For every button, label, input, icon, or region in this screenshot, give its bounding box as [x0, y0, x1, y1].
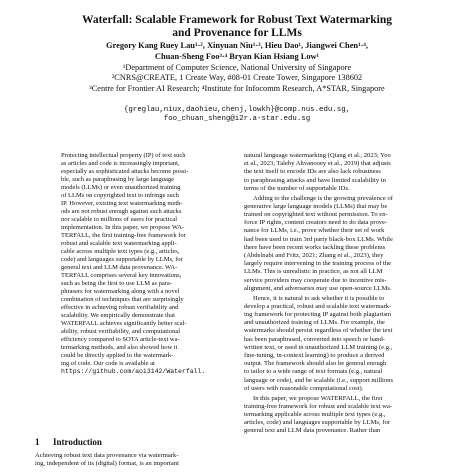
text-line: to tailor to a wide range of text formats (e.g., natural — [244, 368, 383, 376]
affiliation-line-1: ¹Department of Computer Science, National University of Singapore — [122, 63, 352, 72]
text-line: especially as sophisticated attacks become possi- — [61, 168, 189, 175]
code-link-prefix: https:// — [61, 368, 93, 375]
text-line: natural language watermarking (Qiang et al., 2023; Yoo — [244, 152, 391, 159]
text-line: TERFALL comprises several key innovations, — [61, 272, 182, 279]
text-line: code) and languages supportable by LLMs, for — [61, 256, 183, 263]
text-line: such as being the first to use LLM as para- — [61, 280, 173, 287]
text-line: general text and LLM data provenance. WA- — [61, 264, 178, 271]
text-line: written text, or used in unauthorized LLM training (e.g., — [244, 343, 393, 351]
abstract — [61, 152, 215, 376]
text-line: of users with reasonable computational cost). — [244, 384, 364, 392]
paper-title — [0, 14, 474, 40]
section-title: Introduction — [53, 437, 102, 447]
text-line: phrasers for watermarking along with a novel — [61, 288, 180, 295]
text-line: scalability. We empirically demonstrate that — [61, 312, 175, 319]
text-line: had been used to train 3rd party black-box LLMs. While — [244, 235, 393, 243]
paragraph — [244, 195, 452, 293]
text-line: articles, code) and languages supportable by LLMs, for — [244, 419, 390, 427]
text-line: LLMs. This is unrealistic in practice, as not all LLM — [244, 268, 383, 276]
text-line: et al., 2023; Taleby Ahvanooey et al., 2019) that adjusts — [244, 160, 391, 168]
text-line: nance for LLMs, i.e., prove whether their set of work — [244, 227, 385, 235]
text-line: generative large language models (LLMs) that may be — [244, 202, 388, 210]
email-line-2: foo_chuan_sheng@i2r.a-star.edu.sg — [163, 115, 311, 124]
title-line-1: Waterfall: Scalable Framework for Robust Text Watermarking — [81, 14, 393, 26]
section-number: 1 — [35, 437, 40, 447]
text-line: models (LLMs) or even unauthorized training — [61, 184, 181, 191]
text-line: Protecting intellectual property (IP) of text such — [61, 152, 186, 159]
authors-line-2: Chuan-Sheng Foo³·⁴ Bryan Kian Hsiang Low¹ — [154, 51, 320, 61]
text-line: watermarks should persist regardless of whether the text — [244, 327, 393, 335]
text-line: develop a practical, robust and scalable text watermark- — [244, 302, 392, 310]
author-list — [0, 41, 474, 62]
text-line: as articles and code is increasingly important, — [61, 160, 180, 167]
text-line: trained on copyrighted text without permission. To en- — [244, 211, 388, 219]
text-line: to paraphrasing attacks and have limited scalability in — [244, 176, 386, 184]
text-line: IP. However, existing text watermarking meth- — [61, 200, 183, 207]
affiliation-line-2: ²CNRS@CREATE, 1 Create Way, #08-01 Create Tower, Singapore 138602 — [111, 73, 363, 83]
text-line: ability, robust verifiability, and computational — [61, 328, 181, 335]
text-line: Hence, it is natural to ask whether it is possible to — [253, 294, 385, 302]
text-line: Achieving robust text data provenance via watermark- — [35, 452, 179, 459]
text-line: ing framework for protecting IP against both plagiarism — [244, 311, 392, 319]
text-line: and unauthorized training of LLMs. For example, the — [244, 319, 385, 327]
text-line: termarking applicable across multiple text types (e.g., — [244, 411, 386, 419]
introduction-text — [35, 452, 238, 468]
text-line: (Abdelnabi and Fritz, 2021; Zhang et al., 2023), they — [244, 252, 384, 260]
text-line: implementation. In this paper, we propose WA- — [61, 224, 185, 231]
text-line: could be directly applied to the watermark- — [61, 352, 174, 359]
text-line: nor scalable to millions of users for practical — [61, 216, 178, 223]
affiliations — [0, 63, 474, 94]
text-line: ods are not robust enough against such attacks — [61, 208, 182, 215]
paragraph — [244, 295, 452, 393]
text-line: WATERFALL achieves significantly better scal- — [61, 320, 187, 327]
text-line: Adding to the challenge is the growing prevalence of — [253, 194, 393, 202]
code-link[interactable] — [61, 368, 215, 376]
text-line: general text and LLM data provenance. Rather than — [244, 427, 381, 435]
code-link-url: github.com/aoi3142/Waterfall. — [92, 368, 206, 375]
text-line: ing of code. Our code is available at — [61, 360, 155, 367]
text-line: efficiency compared to SOTA article-text wa- — [61, 336, 180, 343]
text-line: training-free framework for robust and scalable text wa- — [244, 402, 393, 410]
text-line: output. The framework should also be general enough — [244, 360, 387, 368]
text-line: there have been recent works tackling these problems — [244, 243, 386, 251]
text-line: In this paper, we propose WATERFALL, the first — [253, 394, 383, 402]
title-line-2: and Provenance for LLMs — [172, 27, 302, 39]
text-line: terms of the number of supportable IDs. — [244, 184, 350, 192]
text-line: termarking methods, and also showed how it — [61, 344, 178, 351]
paragraph — [244, 152, 452, 193]
authors-line-1: Gregory Kang Ruey Lau¹·², Xinyuan Niu¹·³, Hieu Dao¹, Jiangwei Chen¹·⁴, — [106, 41, 368, 50]
text-line: ing, independent of its (digital) format, is an important — [35, 460, 179, 468]
author-emails — [0, 106, 474, 125]
text-line: TERFALL, the first training-free framework for — [61, 232, 186, 239]
section-heading-introduction — [35, 437, 102, 447]
right-column-text — [244, 152, 452, 437]
email-line-1: {greglau,niux,daohieu,chenj,lowkh}@comp.nus.edu.sg, — [123, 106, 351, 114]
text-line: language or code), and be scalable (i.e., support millions — [244, 376, 394, 384]
text-line: force IP rights, content creators need to do data prove- — [244, 219, 388, 227]
text-line: combination of techniques that are surprisingly — [61, 296, 184, 303]
text-line: alignment, and adversaries may use open-source LLMs. — [244, 284, 392, 292]
text-line: cable across multiple text types (e.g., articles, — [61, 248, 180, 255]
text-line: of LLMs on copyrighted text to infringe such — [61, 192, 179, 199]
text-line: the text itself to encode IDs are also lack robustness — [244, 168, 381, 176]
paragraph — [244, 395, 452, 436]
text-line: service providers may cooperate due to incentive mis- — [244, 276, 387, 284]
text-line: fine-tuning, in-context learning) to produce a derived — [244, 352, 385, 360]
text-line: largely require intervening in the training process of the — [244, 260, 392, 268]
text-line: effective in achieving robust verifiability and — [61, 304, 179, 311]
affiliation-line-3: ³Centre for Frontier AI Research; ⁴Institute for Infocomm Research, A*STAR, Singapore — [89, 83, 385, 93]
text-line: ble, such as paraphrasing by large language — [61, 176, 175, 183]
text-line: robust and scalable text watermarking appli- — [61, 240, 177, 247]
text-line: has been paraphrased, converted into speech or hand- — [244, 335, 385, 343]
